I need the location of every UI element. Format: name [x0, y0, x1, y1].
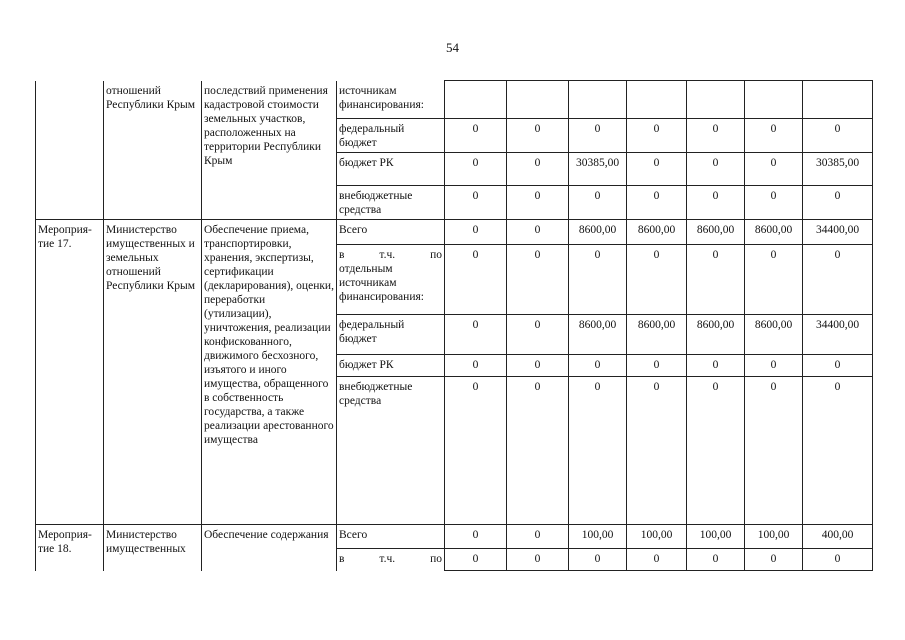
value-cell: 0: [687, 119, 745, 153]
value-cell: 0: [569, 119, 627, 153]
value-cell: 100,00: [627, 525, 687, 549]
value-cell: 0: [507, 549, 569, 571]
measure-cell: [36, 81, 104, 220]
value-cell: 8600,00: [627, 220, 687, 245]
value-cell: 0: [569, 186, 627, 220]
value-cell: 0: [569, 355, 627, 377]
funding-source-cell: федеральный бюджет: [337, 315, 445, 355]
value-cell: 8600,00: [687, 220, 745, 245]
table-row: [36, 81, 873, 119]
value-cell: 0: [507, 186, 569, 220]
funding-source-cell: источникам финансирования:: [337, 81, 445, 119]
description-cell: Обеспечение содержания: [202, 525, 337, 571]
value-cell: 8600,00: [745, 315, 803, 355]
value-cell: 100,00: [687, 525, 745, 549]
value-cell: 0: [687, 186, 745, 220]
source-word: в: [339, 249, 345, 261]
value-cell: 0: [745, 549, 803, 571]
funding-source-cell: внебюджетные средства: [337, 377, 445, 525]
value-cell: [569, 81, 627, 119]
funding-source-cell: [337, 549, 445, 571]
measure-cell: Мероприя-тие 17.: [36, 220, 104, 525]
value-cell: 0: [569, 245, 627, 315]
value-cell: 8600,00: [569, 220, 627, 245]
value-cell: 400,00: [803, 525, 873, 549]
value-cell: 0: [745, 119, 803, 153]
value-cell: 0: [687, 355, 745, 377]
value-cell: 0: [445, 355, 507, 377]
value-cell: 0: [569, 377, 627, 525]
funding-source-cell: федеральный бюджет: [337, 119, 445, 153]
value-cell: [803, 81, 873, 119]
value-cell: 0: [507, 377, 569, 525]
value-cell: 0: [507, 525, 569, 549]
description-cell: Обеспечение приема, транспортировки, хранения, экспертизы, сертификации (декларирования), оценки, переработки (утилизации), уничтожения, реализации конфискованного, движимого бесхозного, изъятого и иного имущества, обращенного в собственность государства, а также реализации арестованного имущества: [202, 220, 337, 525]
value-cell: [445, 81, 507, 119]
funding-source-cell: Всего: [337, 525, 445, 549]
value-cell: 0: [745, 355, 803, 377]
value-cell: 0: [803, 119, 873, 153]
source-word: по: [430, 553, 442, 565]
value-cell: 8600,00: [687, 315, 745, 355]
source-word: в: [339, 553, 345, 565]
value-cell: [627, 81, 687, 119]
executor-cell: Министерство имущественных и земельных отношений Республики Крым: [104, 220, 202, 525]
value-cell: 0: [627, 153, 687, 186]
description-cell: последствий применения кадастровой стоимости земельных участков, расположенных на территории Республики Крым: [202, 81, 337, 220]
value-cell: 0: [445, 315, 507, 355]
value-cell: 0: [687, 153, 745, 186]
value-cell: 34400,00: [803, 315, 873, 355]
value-cell: 100,00: [569, 525, 627, 549]
source-word: т.ч.: [379, 249, 396, 261]
value-cell: 0: [745, 377, 803, 525]
value-cell: 0: [803, 186, 873, 220]
value-cell: 0: [687, 377, 745, 525]
value-cell: [687, 81, 745, 119]
budget-table: [35, 80, 873, 571]
value-cell: 30385,00: [803, 153, 873, 186]
value-cell: 8600,00: [569, 315, 627, 355]
value-cell: 0: [627, 377, 687, 525]
value-cell: 0: [445, 153, 507, 186]
value-cell: 0: [803, 355, 873, 377]
measure-cell: Мероприя-тие 18.: [36, 525, 104, 571]
value-cell: 0: [445, 119, 507, 153]
value-cell: 0: [627, 245, 687, 315]
table-body: [36, 81, 873, 571]
value-cell: 0: [627, 186, 687, 220]
table-row: [36, 525, 873, 549]
value-cell: 8600,00: [627, 315, 687, 355]
value-cell: 0: [687, 245, 745, 315]
source-text: отдельным источникам финансирования:: [339, 263, 424, 303]
value-cell: 0: [445, 186, 507, 220]
value-cell: 0: [445, 549, 507, 571]
value-cell: 0: [745, 153, 803, 186]
funding-source-cell: Всего: [337, 220, 445, 245]
value-cell: 0: [687, 549, 745, 571]
executor-cell: отношений Республики Крым: [104, 81, 202, 220]
value-cell: 0: [507, 220, 569, 245]
funding-source-cell: бюджет РК: [337, 355, 445, 377]
value-cell: 0: [507, 119, 569, 153]
value-cell: 0: [445, 377, 507, 525]
value-cell: [507, 81, 569, 119]
source-word: по: [430, 249, 442, 261]
funding-source-cell: [337, 245, 445, 315]
value-cell: 0: [507, 355, 569, 377]
page-number: 54: [446, 40, 459, 55]
source-word: т.ч.: [379, 553, 396, 565]
value-cell: 0: [569, 549, 627, 571]
value-cell: [745, 81, 803, 119]
value-cell: 0: [507, 245, 569, 315]
value-cell: 0: [745, 245, 803, 315]
table-row: [36, 220, 873, 245]
value-cell: 0: [445, 525, 507, 549]
value-cell: 0: [627, 549, 687, 571]
value-cell: 0: [803, 377, 873, 525]
value-cell: 0: [507, 153, 569, 186]
value-cell: 0: [803, 245, 873, 315]
value-cell: 0: [507, 315, 569, 355]
value-cell: 0: [803, 549, 873, 571]
value-cell: 0: [627, 355, 687, 377]
value-cell: 30385,00: [569, 153, 627, 186]
value-cell: 8600,00: [745, 220, 803, 245]
value-cell: 0: [745, 186, 803, 220]
funding-source-cell: бюджет РК: [337, 153, 445, 186]
executor-cell: Министерство имущественных: [104, 525, 202, 571]
value-cell: 0: [627, 119, 687, 153]
value-cell: 100,00: [745, 525, 803, 549]
value-cell: 34400,00: [803, 220, 873, 245]
funding-source-cell: внебюджетные средства: [337, 186, 445, 220]
value-cell: 0: [445, 220, 507, 245]
value-cell: 0: [445, 245, 507, 315]
